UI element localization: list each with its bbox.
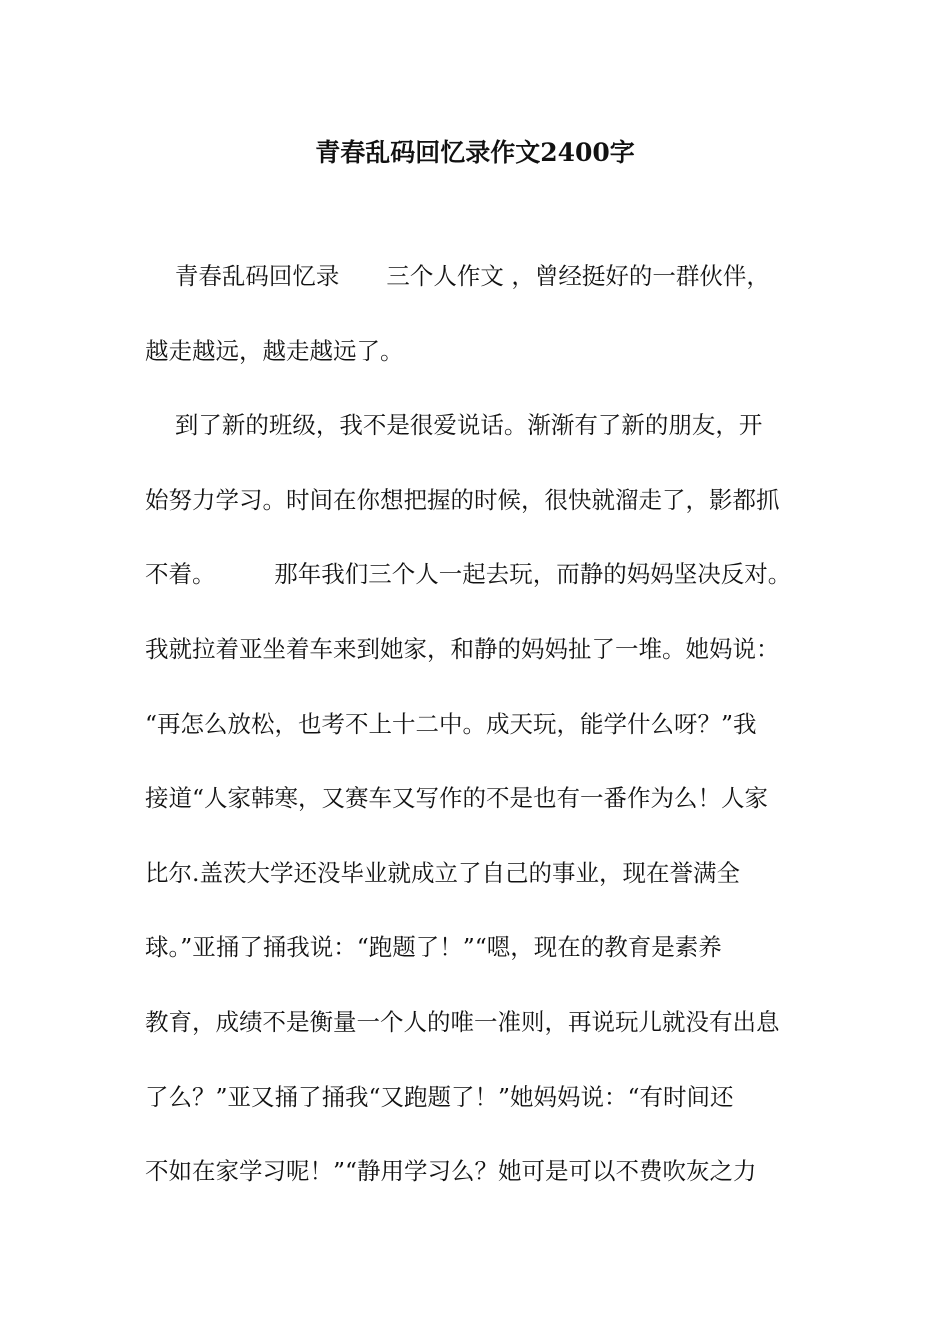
text-line: 比尔.盖茨大学还没毕业就成立了自己的事业，现在誉满全 (145, 858, 740, 887)
text-line: 不如在家学习呢！”“静用学习么？她可是可以不费吹灰之力 (145, 1157, 757, 1186)
text-line: 越走越远，越走越远了。 (145, 336, 404, 365)
text-line: “再怎么放松，也考不上十二中。成天玩，能学什么呀？”我 (145, 709, 757, 738)
text-line: 青春乱码回忆录 三个人作文 ，曾经挺好的一群伙伴， (145, 262, 770, 290)
text-line: 我就拉着亚坐着车来到她家，和静的妈妈扯了一堆。她妈说： (145, 634, 780, 663)
text-line: 到了新的班级，我不是很爱说话。渐渐有了新的朋友，开 (145, 411, 763, 440)
text-line: 教育，成绩不是衡量一个人的唯一准则，再说玩儿就没有出息 (145, 1007, 780, 1036)
text-line: 接道“人家韩寒，又赛车又写作的不是也有一番作为么！人家 (145, 784, 769, 813)
text-line: 不着。 那年我们三个人一起去玩，而静的妈妈坚决反对。 (145, 560, 792, 589)
text-line: 始努力学习。时间在你想把握的时候，很快就溜走了，影都抓 (145, 485, 780, 514)
document-body (145, 258, 815, 1228)
text-line: 球。”亚捅了捅我说：“跑题了！”“嗯，现在的教育是素养 (145, 933, 722, 962)
text-line: 了么？”亚又捅了捅我“又跑题了！”她妈妈说：“有时间还 (145, 1082, 734, 1111)
document-title: 青春乱码回忆录作文2400字 (315, 138, 635, 167)
